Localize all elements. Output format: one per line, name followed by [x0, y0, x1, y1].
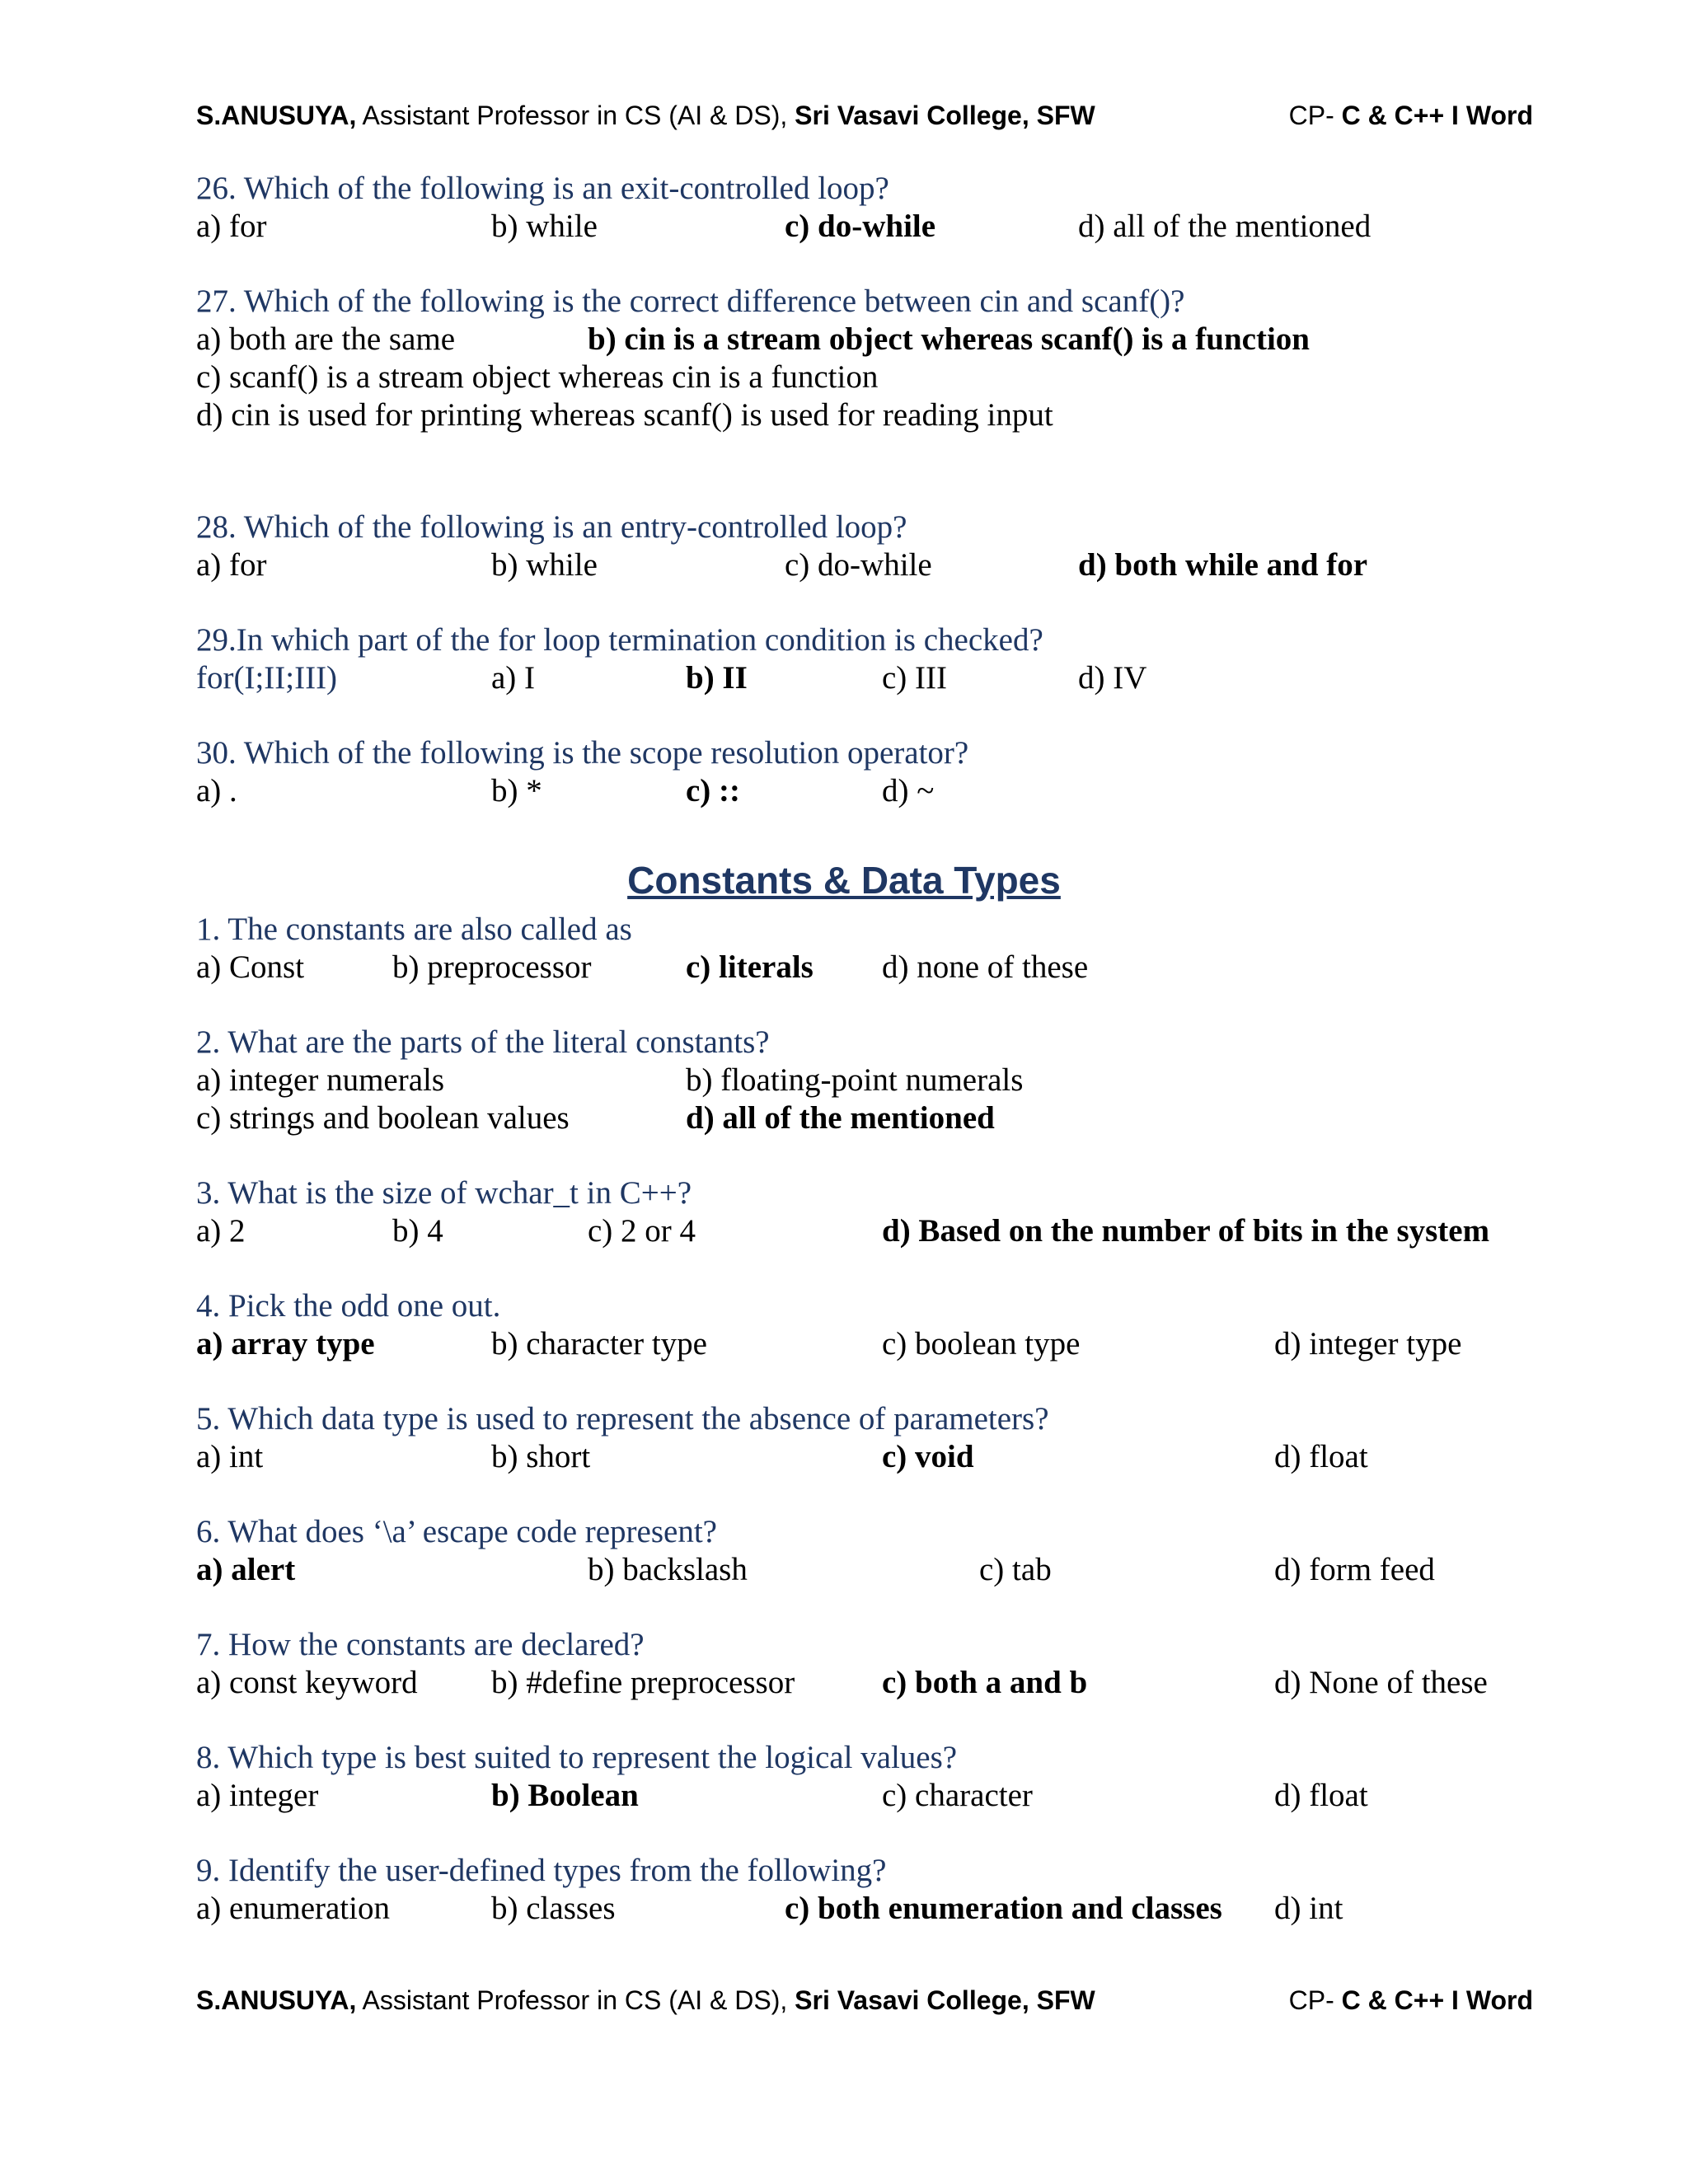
section-title: Constants & Data Types — [627, 859, 1061, 902]
options-c1 — [0, 949, 1688, 987]
option-c-answer: c) do-while — [785, 209, 936, 244]
option-b: b) floating-point numerals — [686, 1062, 1024, 1098]
header-author: S.ANUSUYA, Assistant Professor in CS (AI & DS), Sri Vasavi College, SFW — [196, 101, 1095, 130]
question-27: 27. Which of the following is the correct difference between cin and scanf()? — [196, 284, 1185, 319]
option-a: a) enumeration — [196, 1891, 390, 1926]
options-c6 — [0, 1551, 1688, 1589]
option-b-answer: b) II — [686, 660, 748, 696]
option-d: d) float — [1274, 1439, 1368, 1474]
question-c1: 1. The constants are also called as — [196, 912, 632, 947]
options-27 — [0, 321, 1688, 359]
option-a: a) int — [196, 1439, 264, 1474]
option-d: d) IV — [1078, 660, 1147, 696]
option-d-answer: d) Based on the number of bits in the system — [882, 1213, 1490, 1249]
options-27-d — [0, 396, 1688, 434]
option-c: c) strings and boolean values — [196, 1100, 570, 1136]
options-c9 — [0, 1890, 1688, 1928]
options-c5 — [0, 1438, 1688, 1476]
option-a: a) 2 — [196, 1213, 246, 1249]
question-c4: 4. Pick the odd one out. — [196, 1288, 501, 1324]
options-c7 — [0, 1664, 1688, 1702]
page-header — [196, 101, 1533, 131]
option-b: b) preprocessor — [392, 949, 592, 985]
option-d-answer: d) both while and for — [1078, 547, 1368, 583]
option-b: b) backslash — [588, 1552, 748, 1587]
options-27-c — [0, 359, 1688, 396]
options-29 — [0, 659, 1688, 697]
option-d: d) ~ — [882, 773, 935, 808]
question-c3: 3. What is the size of wchar_t in C++? — [196, 1175, 692, 1211]
option-b: b) character type — [491, 1326, 707, 1361]
for-syntax: for(I;II;III) — [196, 660, 338, 696]
option-a: a) integer — [196, 1778, 319, 1813]
options-30 — [0, 772, 1688, 810]
question-c7: 7. How the constants are declared? — [196, 1627, 645, 1662]
header-course: CP- C & C++ I Word — [1288, 101, 1533, 130]
option-b: b) * — [491, 773, 542, 808]
question-c2: 2. What are the parts of the literal constants? — [196, 1024, 770, 1060]
question-c5: 5. Which data type is used to represent the absence of parameters? — [196, 1401, 1049, 1436]
option-a: a) I — [491, 660, 536, 696]
option-d: d) float — [1274, 1778, 1368, 1813]
option-d: d) None of these — [1274, 1665, 1488, 1700]
option-c-answer: c) literals — [686, 949, 814, 985]
option-b: b) 4 — [392, 1213, 443, 1249]
option-c: c) 2 or 4 — [588, 1213, 696, 1249]
options-c2-cd — [0, 1099, 1688, 1137]
question-26: 26. Which of the following is an exit-controlled loop? — [196, 171, 889, 206]
option-d: d) form feed — [1274, 1552, 1435, 1587]
option-c-answer: c) void — [882, 1439, 974, 1474]
question-c8: 8. Which type is best suited to represent the logical values? — [196, 1740, 958, 1775]
options-26 — [0, 208, 1688, 246]
options-c4 — [0, 1325, 1688, 1363]
option-a: a) . — [196, 773, 237, 808]
option-b: b) #define preprocessor — [491, 1665, 795, 1700]
option-a: a) both are the same — [196, 321, 456, 357]
option-b-answer: b) Boolean — [491, 1778, 639, 1813]
option-d: d) integer type — [1274, 1326, 1462, 1361]
option-a-answer: a) alert — [196, 1552, 296, 1587]
options-c3 — [0, 1212, 1688, 1250]
options-c8 — [0, 1777, 1688, 1815]
question-c6: 6. What does ‘\a’ escape code represent? — [196, 1514, 717, 1549]
option-b: b) classes — [491, 1891, 616, 1926]
option-a: a) for — [196, 209, 267, 244]
option-b-answer: b) cin is a stream object whereas scanf() is a function — [588, 321, 1310, 357]
option-b: b) while — [491, 547, 598, 583]
option-b: b) while — [491, 209, 598, 244]
option-d: d) cin is used for printing whereas scanf() is used for reading input — [196, 397, 1053, 433]
option-c-answer: c) both a and b — [882, 1665, 1088, 1700]
option-c-answer: c) :: — [686, 773, 741, 808]
footer-author: S.ANUSUYA, Assistant Professor in CS (AI & DS), Sri Vasavi College, SFW — [196, 1985, 1095, 2015]
option-c: c) III — [882, 660, 948, 696]
option-c: c) scanf() is a stream object whereas cin is a function — [196, 359, 879, 395]
footer-course: CP- C & C++ I Word — [1288, 1985, 1533, 2015]
option-c: c) boolean type — [882, 1326, 1081, 1361]
option-b: b) short — [491, 1439, 591, 1474]
option-a-answer: a) array type — [196, 1326, 375, 1361]
question-c9: 9. Identify the user-defined types from the following? — [196, 1853, 887, 1888]
question-29: 29.In which part of the for loop termination condition is checked? — [196, 622, 1043, 658]
option-d: d) int — [1274, 1891, 1343, 1926]
option-c-answer: c) both enumeration and classes — [785, 1891, 1222, 1926]
option-a: a) integer numerals — [196, 1062, 445, 1098]
option-d: d) none of these — [882, 949, 1089, 985]
question-28: 28. Which of the following is an entry-controlled loop? — [196, 509, 907, 545]
option-c: c) do-while — [785, 547, 932, 583]
option-d-answer: d) all of the mentioned — [686, 1100, 995, 1136]
option-c: c) tab — [979, 1552, 1052, 1587]
question-30: 30. Which of the following is the scope resolution operator? — [196, 735, 969, 771]
option-a: a) for — [196, 547, 267, 583]
option-c: c) character — [882, 1778, 1033, 1813]
option-a: a) const keyword — [196, 1665, 418, 1700]
options-c2-ab — [0, 1062, 1688, 1099]
options-28 — [0, 546, 1688, 584]
option-a: a) Const — [196, 949, 305, 985]
page-footer — [196, 1985, 1533, 2016]
option-d: d) all of the mentioned — [1078, 209, 1372, 244]
